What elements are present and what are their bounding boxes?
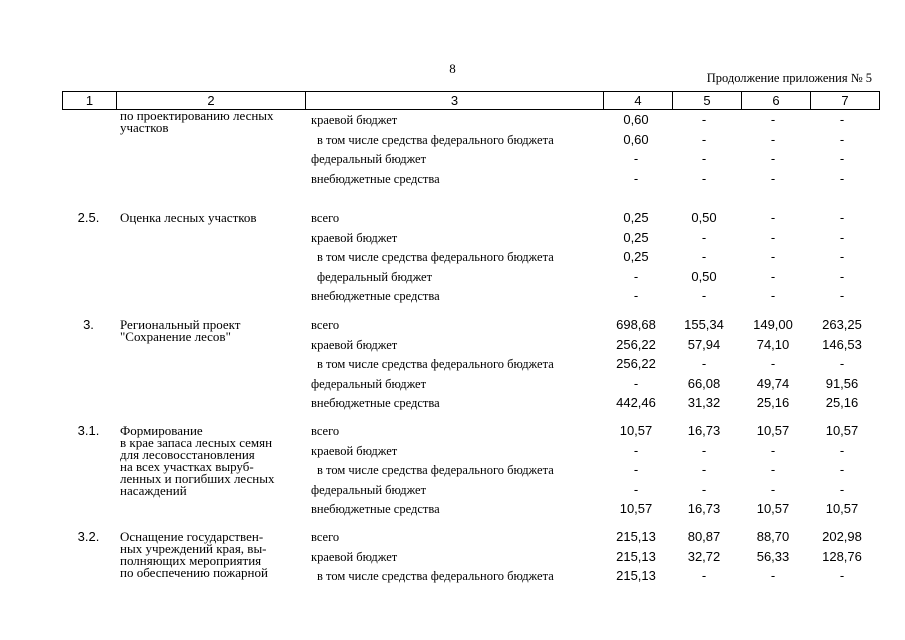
value-col-4: 256,22 [616,336,656,352]
group-name-line: ных учреждений края, вы- [120,541,267,556]
value-col-6: - [770,356,776,371]
column-header-3: 3 [306,92,604,110]
funding-source: краевой бюджет [311,113,398,127]
funding-source: всего [311,530,340,544]
continuation-caption: Продолжение приложения № 5 [706,71,872,85]
value-col-4: 0,60 [623,131,649,147]
value-col-6: 49,74 [756,375,790,391]
page-number: 8 [449,61,456,76]
funding-source: в том числе средства федерального бюджета [317,250,554,264]
table-row [0,247,905,267]
group-name-line: Региональный проект [120,317,241,332]
group-name-line: ленных и погибших лесных [120,471,275,486]
table-row [0,566,905,586]
table-row [0,547,905,567]
table-row [0,499,905,519]
column-header-4: 4 [604,92,673,110]
value-col-7: - [839,151,845,166]
funding-source: внебюджетные средства [311,289,440,303]
group-name-line: по проектированию лесных [120,108,274,123]
funding-source: всего [311,318,340,332]
value-col-7: - [839,210,845,225]
table-row [0,208,905,228]
funding-source: всего [311,211,340,225]
funding-source: внебюджетные средства [311,502,440,516]
value-col-6: 149,00 [753,317,793,332]
funding-source: краевой бюджет [311,337,398,352]
value-col-5: - [701,288,707,303]
value-col-7: 25,16 [825,395,859,410]
value-col-4: 10,57 [619,501,653,516]
table-row [0,169,905,189]
value-col-4: 442,46 [616,395,656,410]
group-name-line: участков [120,120,169,135]
table-row [0,228,905,248]
group-number: 3.2. [77,529,100,544]
value-col-5: - [701,170,707,186]
group-number: 3. [83,317,94,332]
table-row [0,441,905,461]
value-col-4: 215,13 [616,548,656,564]
value-col-5: 16,73 [687,423,721,438]
value-col-4: 0,25 [623,249,649,264]
value-col-5: - [701,568,707,583]
funding-source: краевой бюджет [311,443,398,458]
value-col-5: - [701,131,707,147]
value-col-5: - [701,442,707,458]
group-name-line: для лесовосстановления [120,447,255,462]
value-col-4: 698,68 [616,317,656,332]
table-row [0,130,905,150]
value-col-7: - [839,568,845,583]
value-col-6: - [770,229,776,245]
group-name-line: полняющих мероприятия [120,553,262,568]
value-col-7: - [839,462,845,477]
value-col-5: 155,34 [684,317,724,332]
value-col-7: 91,56 [825,375,859,391]
value-col-4: - [633,288,639,303]
value-col-6: - [770,210,776,225]
value-col-5: 80,87 [687,529,721,544]
table-row [0,480,905,500]
value-col-6: - [770,442,776,458]
value-col-7: - [839,288,845,303]
value-col-6: 74,10 [756,336,790,352]
table-row [0,267,905,287]
value-col-7: - [839,131,845,147]
value-col-7: 10,57 [825,423,859,438]
funding-source: в том числе средства федерального бюджета [317,463,554,477]
column-header-7: 7 [811,92,880,110]
value-col-5: - [701,356,707,371]
value-col-7: - [839,481,845,497]
value-col-4: - [633,442,639,458]
column-header-6: 6 [742,92,811,110]
value-col-4: 256,22 [616,356,656,371]
value-col-7: 202,98 [822,529,862,544]
value-col-4: - [633,375,639,391]
value-col-6: 25,16 [756,395,790,410]
funding-source: всего [311,424,340,438]
value-col-7: 263,25 [822,317,862,332]
value-col-4: 0,60 [623,112,649,127]
value-col-4: 215,13 [616,529,656,544]
value-col-7: - [839,112,845,127]
value-col-6: - [770,462,776,477]
funding-source: в том числе средства федерального бюджета [317,357,554,371]
value-col-6: - [770,268,776,284]
table-row [0,354,905,374]
value-col-5: 32,72 [687,548,721,564]
value-col-6: - [770,131,776,147]
funding-source: в том числе средства федерального бюджета [317,569,554,583]
group-name-line: "Сохранение лесов" [120,329,231,344]
value-col-5: 0,50 [691,268,717,284]
column-header-5: 5 [673,92,742,110]
value-col-7: - [839,268,845,284]
funding-source: внебюджетные средства [311,396,440,410]
value-col-5: 0,50 [691,210,717,225]
table-row [0,110,905,130]
value-col-5: - [701,151,707,166]
group-name-line: в крае запаса лесных семян [120,435,273,450]
value-col-4: - [633,462,639,477]
group-name-line: насаждений [120,483,187,498]
value-col-5: - [701,249,707,264]
value-col-4: 10,57 [619,423,653,438]
value-col-7: - [839,442,845,458]
value-col-7: 128,76 [822,548,862,564]
funding-source: внебюджетные средства [311,171,440,186]
funding-source: федеральный бюджет [311,152,427,166]
column-header-1: 1 [63,92,117,110]
funding-source: в том числе средства федерального бюджета [317,132,554,147]
value-col-7: - [839,356,845,371]
value-col-5: 16,73 [687,501,721,516]
value-col-6: 56,33 [756,548,790,564]
value-col-6: 10,57 [756,501,790,516]
group-number: 2.5. [77,210,100,225]
value-col-5: 57,94 [687,336,721,352]
value-col-6: - [770,568,776,583]
value-col-4: 0,25 [623,210,649,225]
value-col-7: - [839,249,845,264]
group-name-line: Оснащение государствен- [120,529,264,544]
value-col-6: - [770,249,776,264]
value-col-4: - [633,481,639,497]
value-col-7: - [839,229,845,245]
value-col-6: - [770,481,776,497]
value-col-4: - [633,268,639,284]
value-col-7: - [839,170,845,186]
table-row [0,335,905,355]
value-col-5: - [701,462,707,477]
value-col-6: 10,57 [756,423,790,438]
funding-source: федеральный бюджет [311,376,427,391]
value-col-5: - [701,481,707,497]
value-col-7: 146,53 [822,336,862,352]
value-col-5: - [701,229,707,245]
value-col-5: 66,08 [687,375,721,391]
funding-source: краевой бюджет [311,549,398,564]
column-header-2: 2 [117,92,306,110]
funding-source: федеральный бюджет [317,269,433,284]
group-number: 3.1. [77,423,100,438]
value-col-7: 10,57 [825,501,859,516]
value-col-6: - [770,112,776,127]
value-col-4: - [633,151,639,166]
value-col-6: 88,70 [756,529,790,544]
group-name-line: Оценка лесных участков [120,210,257,225]
value-col-4: - [633,170,639,186]
table-row [0,315,905,335]
value-col-6: - [770,288,776,303]
group-name-line: на всех участках выруб- [120,459,254,474]
value-col-6: - [770,151,776,166]
value-col-6: - [770,170,776,186]
table-row [0,286,905,306]
table-row [0,460,905,480]
value-col-5: 31,32 [687,395,721,410]
table-row [0,393,905,413]
value-col-5: - [701,112,707,127]
value-col-4: 0,25 [623,229,649,245]
funding-source: краевой бюджет [311,230,398,245]
table-row [0,149,905,169]
group-name-line: по обеспечению пожарной [120,565,268,580]
group-name-line: Формирование [120,423,203,438]
value-col-4: 215,13 [616,568,656,583]
funding-source: федеральный бюджет [311,482,427,497]
table-row [0,527,905,547]
table-row [0,374,905,394]
table-row [0,421,905,441]
